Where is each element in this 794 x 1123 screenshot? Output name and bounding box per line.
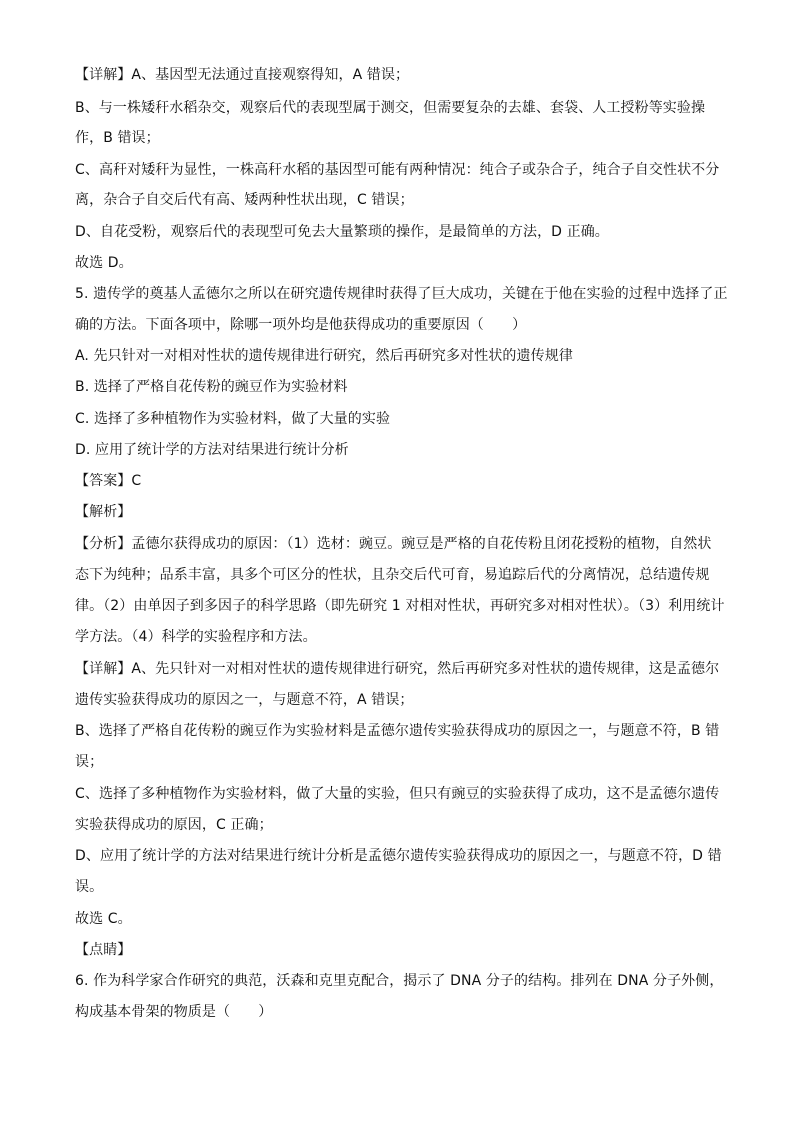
question-5-option-d: D. 应用了统计学的方法对结果进行统计分析 <box>75 442 349 458</box>
answer-label: 【答案】C <box>75 473 142 489</box>
text-line-explanation-c: C、高秆对矮秆为显性，一株高秆水稻的基因型可能有两种情况：纯合子或杂合子，纯合子自交性状不分 <box>75 162 720 178</box>
text-line-explanation-c-cont: 离，杂合子自交后代有高、矮两种性状出现，C 错误； <box>75 192 414 208</box>
question-5-stem-cont: 确的方法。下面各项中，除哪一项外均是他获得成功的重要原因（ ） <box>75 317 527 333</box>
choice-c: 故选 C。 <box>75 911 132 927</box>
question-5-stem: 5. 遗传学的奠基人孟德尔之所以在研究遗传规律时获得了巨大成功，关键在于他在实验的过程中选择了正 <box>75 286 728 302</box>
analysis-line-1: 【分析】孟德尔获得成功的原因：（1）选材：豌豆。豌豆是严格的自花传粉且闭花授粉的植物，自然状 <box>75 536 712 552</box>
analysis-heading: 【解析】 <box>75 504 132 520</box>
detail-b-line-1: B、选择了严格自花传粉的豌豆作为实验材料是孟德尔遗传实验获得成功的原因之一，与题意不符，B 错 <box>75 723 720 739</box>
detail-b-line-2: 误； <box>75 754 104 770</box>
analysis-line-3: 律。（2）由单因子到多因子的科学思路（即先研究 1 对相对性状，再研究多对相对性状）。（3）利用统计 <box>75 598 725 614</box>
analysis-line-2: 态下为纯种；品系丰富，具多个可区分的性状，且杂交后代可育，易追踪后代的分离情况，总结遗传规 <box>75 567 710 583</box>
analysis-line-4: 学方法。（4）科学的实验程序和方法。 <box>75 629 317 645</box>
text-line-explanation-b-cont: 作，B 错误； <box>75 130 160 146</box>
text-line-explanation-d: D、自花受粉，观察后代的表现型可免去大量繁琐的操作，是最简单的方法，D 正确。 <box>75 224 609 240</box>
detail-c-line-2: 实验获得成功的原因，C 正确； <box>75 817 273 833</box>
detail-c-line-1: C、选择了多种植物作为实验材料，做了大量的实验，但只有豌豆的实验获得了成功，这不是孟德尔遗传 <box>75 786 720 802</box>
question-6-stem: 6. 作为科学家合作研究的典范，沃森和克里克配合，揭示了 DNA 分子的结构。排列在 DNA 分子外侧， <box>75 973 724 989</box>
detail-a-line-1: 【详解】A、先只针对一对相对性状的遗传规律进行研究，然后再研究多对性状的遗传规律，这是孟德尔 <box>75 661 720 677</box>
comment-heading: 【点睛】 <box>75 942 132 958</box>
detail-a-line-2: 遗传实验获得成功的原因之一，与题意不符，A 错误； <box>75 692 414 708</box>
question-5-option-a: A. 先只针对一对相对性状的遗传规律进行研究，然后再研究多对性状的遗传规律 <box>75 348 573 364</box>
text-line-explanation-b: B、与一株矮秆水稻杂交，观察后代的表现型属于测交，但需要复杂的去雄、套袋、人工授粉等实验操 <box>75 100 706 116</box>
detail-d-line-2: 误。 <box>75 879 104 895</box>
text-line-choice-d: 故选 D。 <box>75 255 133 271</box>
question-6-stem-cont: 构成基本骨架的物质是（ ） <box>75 1004 273 1020</box>
question-5-option-b: B. 选择了严格自花传粉的豌豆作为实验材料 <box>75 379 348 395</box>
question-5-option-c: C. 选择了多种植物作为实验材料，做了大量的实验 <box>75 411 391 427</box>
detail-d-line-1: D、应用了统计学的方法对结果进行统计分析是孟德尔遗传实验获得成功的原因之一，与题意不符，D 错 <box>75 848 722 864</box>
text-line-explanation-a: 【详解】A、基因型无法通过直接观察得知，A 错误； <box>75 67 410 83</box>
